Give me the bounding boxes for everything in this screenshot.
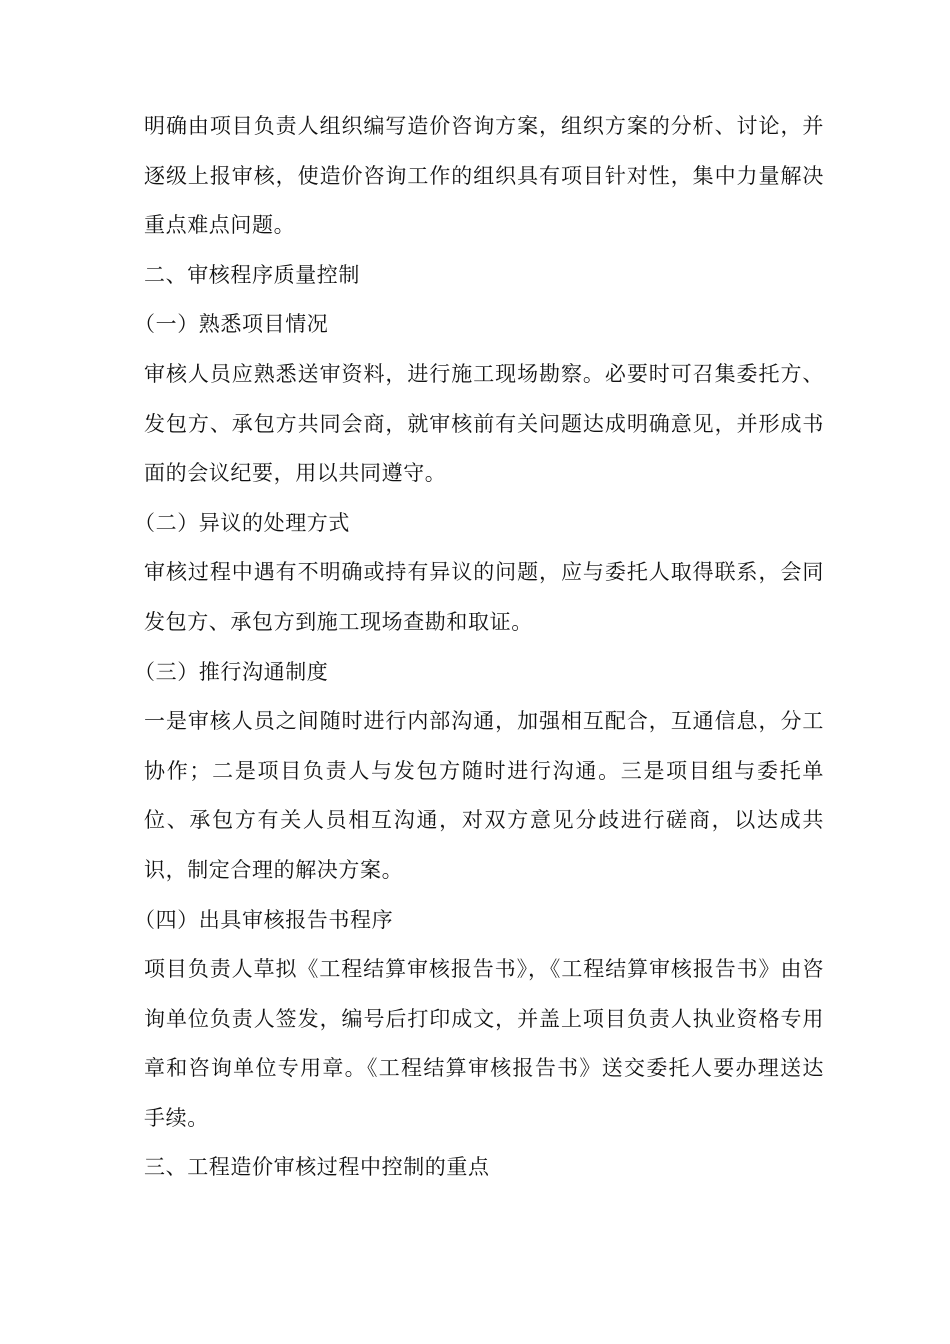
paragraph-consulting-plan: 明确由项目负责人组织编写造价咨询方案，组织方案的分析、讨论，并逐级上报审核，使造价咨询工作的组织具有项目针对性，集中力量解决重点难点问题。 — [144, 114, 824, 238]
document-body — [134, 102, 824, 1193]
section-heading-review-procedure: 二、审核程序质量控制 — [144, 262, 360, 287]
paragraph-report-procedure: 项目负责人草拟《工程结算审核报告书》，《工程结算审核报告书》由咨询单位负责人签发，编号后打印成文，并盖上项目负责人执业资格专用章和咨询单位专用章。《工程结算审核报告书》送交委托人要办理送达手续。 — [144, 957, 824, 1130]
paragraph-objection-handling: 审核过程中遇有不明确或持有异议的问题，应与委托人取得联系，会同发包方、承包方到施工现场查勘和取证。 — [144, 560, 824, 634]
paragraph-communication-system: 一是审核人员之间随时进行内部沟通，加强相互配合，互通信息，分工协作；二是项目负责人与发包方随时进行沟通。三是项目组与委托单位、承包方有关人员相互沟通，对双方意见分歧进行磋商，以达成共识，制定合理的解决方案。 — [144, 709, 824, 882]
subheading-report-procedure: （四）出具审核报告书程序 — [134, 907, 394, 932]
subheading-familiarize-project: （一）熟悉项目情况 — [134, 312, 329, 337]
subheading-communication-system: （三）推行沟通制度 — [134, 659, 329, 684]
section-heading-control-focus: 三、工程造价审核过程中控制的重点 — [144, 1155, 490, 1180]
subheading-objection-handling: （二）异议的处理方式 — [134, 510, 350, 535]
paragraph-familiarize-project: 审核人员应熟悉送审资料，进行施工现场勘察。必要时可召集委托方、发包方、承包方共同会商，就审核前有关问题达成明确意见，并形成书面的会议纪要，用以共同遵守。 — [144, 361, 824, 486]
